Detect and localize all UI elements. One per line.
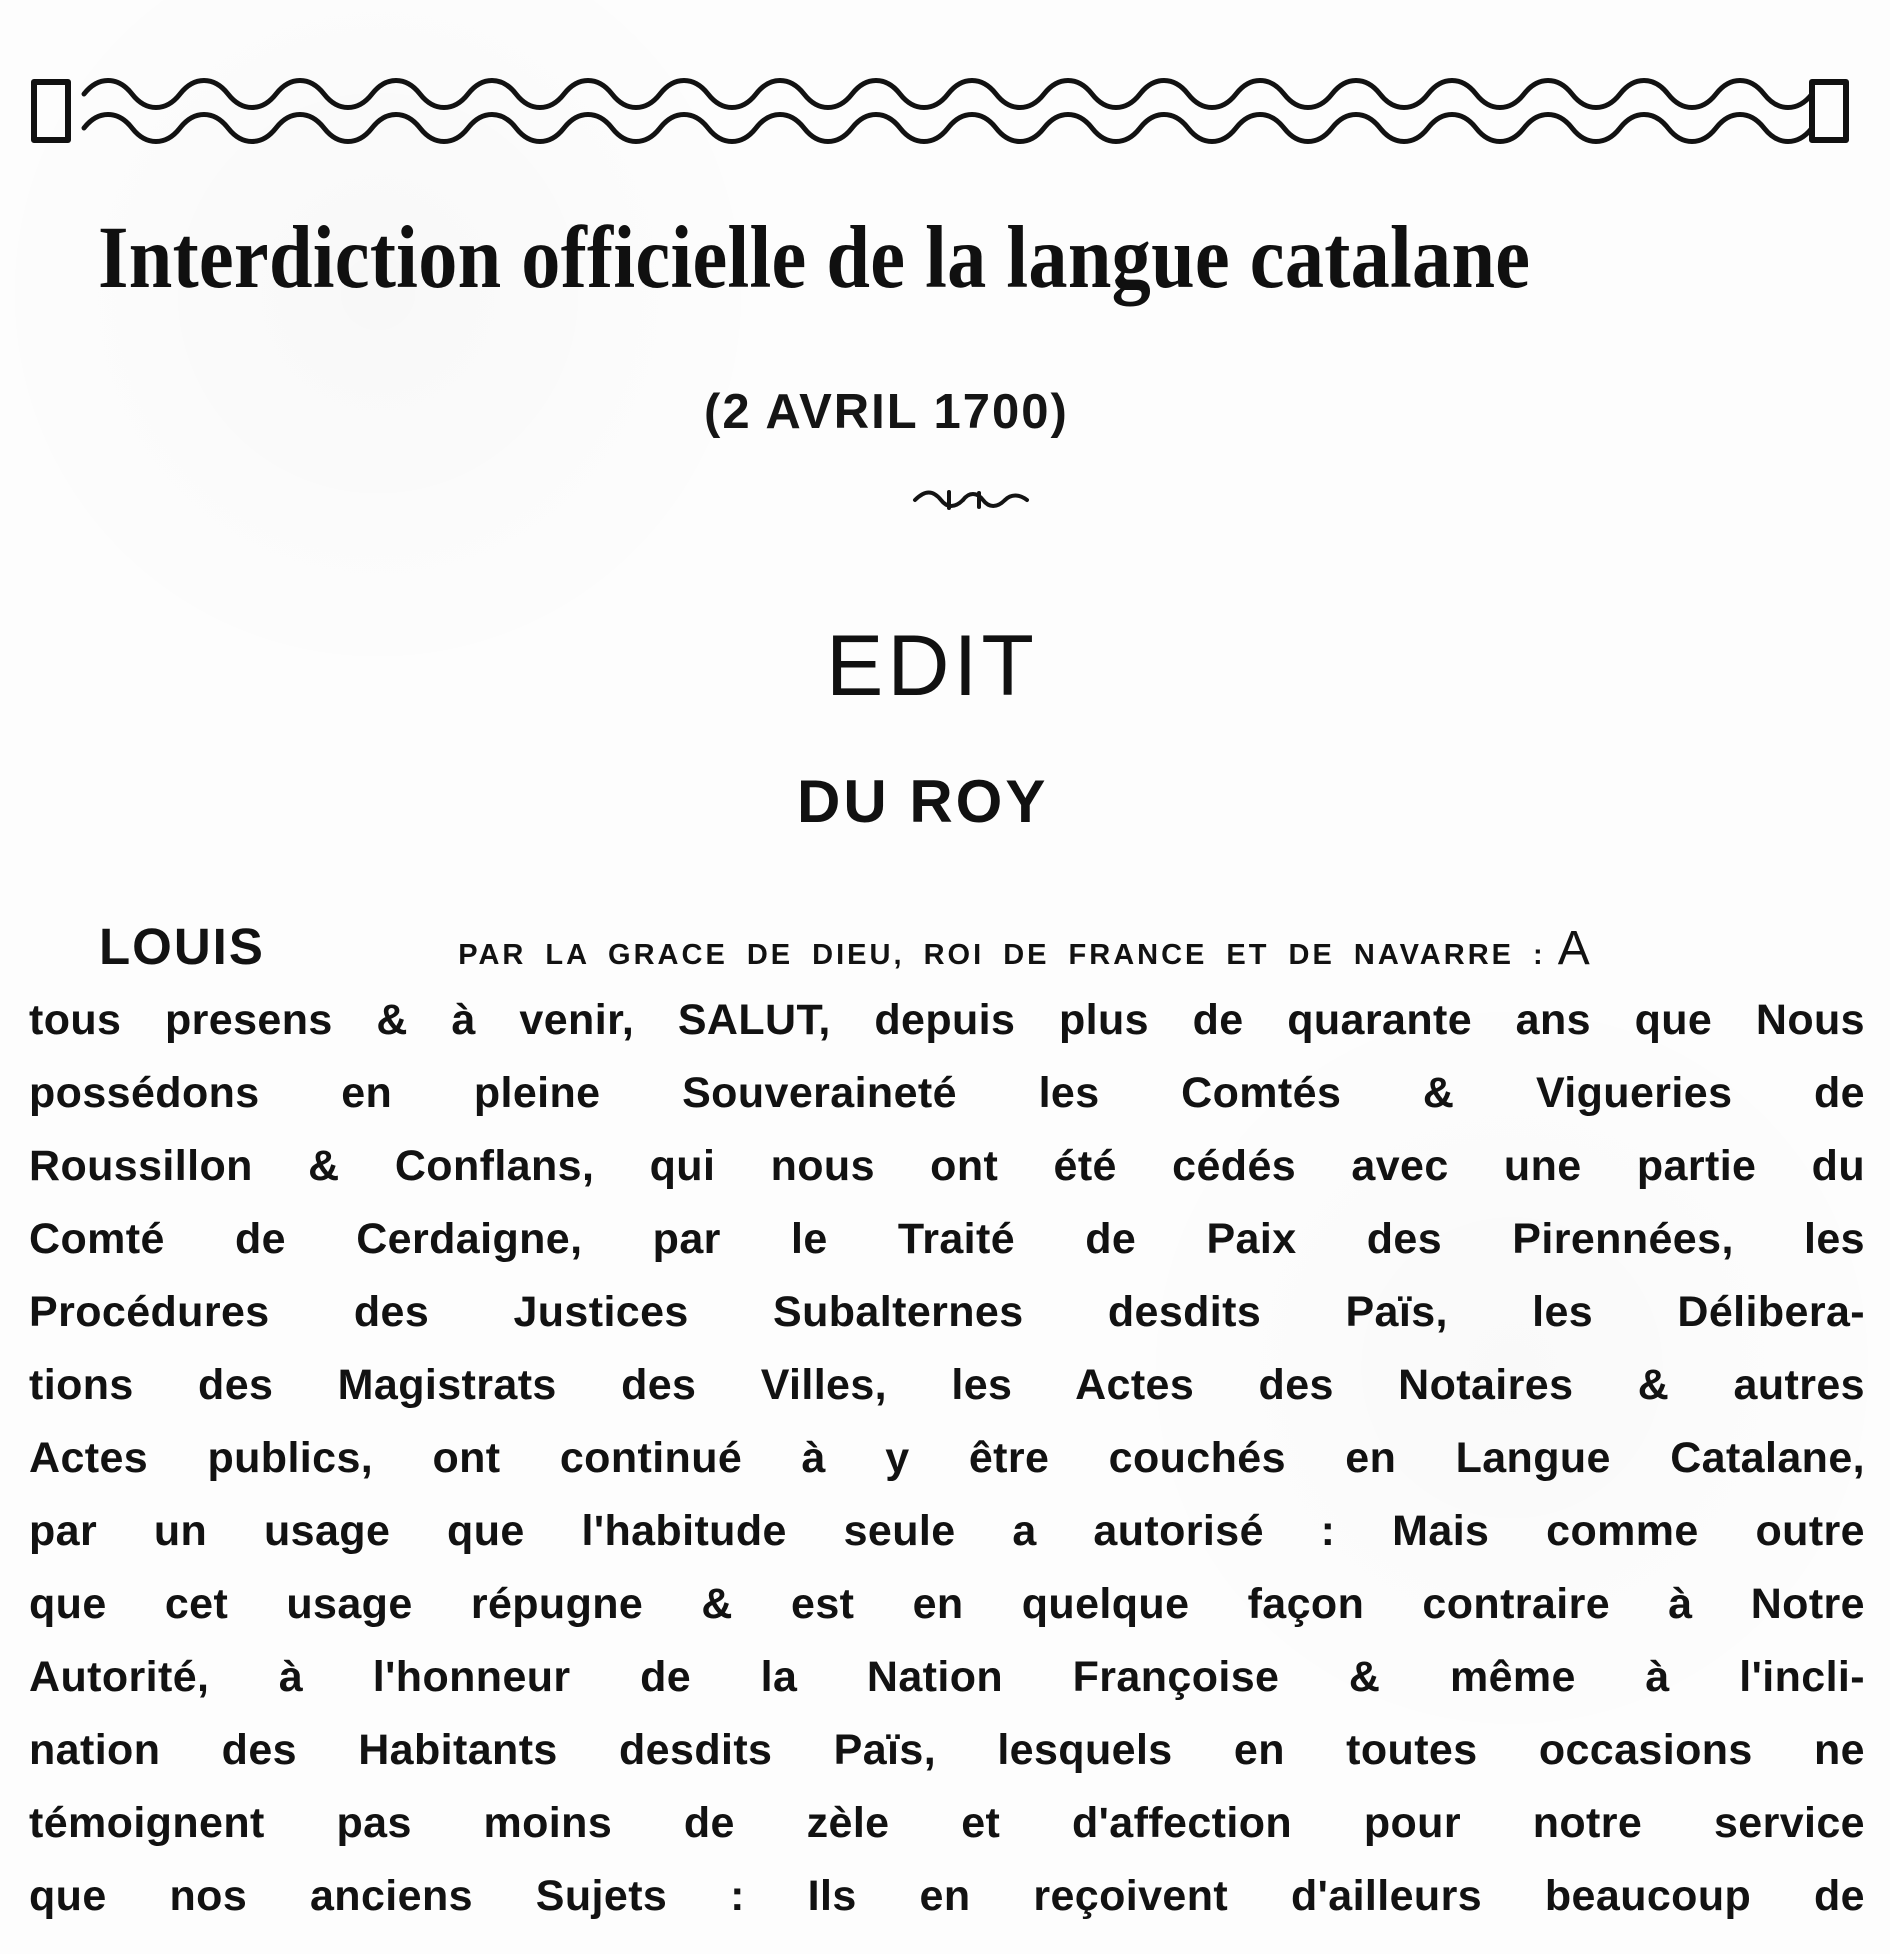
body-line-text: par un usage que l'habitude seule a autorisé : Mais comme outre <box>29 1507 1865 1555</box>
page-crop-fade <box>0 1928 1890 1954</box>
body-line-text: que nos anciens Sujets : Ils en reçoivent d'ailleurs beaucoup de <box>29 1872 1865 1920</box>
body-line-text: que cet usage répugne & est en quelque façon contraire à Notre <box>29 1580 1865 1628</box>
body-line-opening <box>99 920 1889 974</box>
body-line <box>29 1285 1865 1339</box>
body-line <box>29 1723 1865 1777</box>
body-line-text: Autorité, à l'honneur de la Nation Françoise & même à l'incli- <box>29 1653 1865 1701</box>
body-line <box>29 1650 1865 1704</box>
body-line-text: nation des Habitants desdits Païs, lesquels en toutes occasions ne <box>29 1726 1865 1774</box>
body-line-text: Procédures des Justices Subalternes desdits Païs, les Délibera- <box>29 1288 1865 1336</box>
document-date: (2 AVRIL 1700) <box>704 385 1069 439</box>
body-line-text: tous presens & à venir, SALUT, depuis plus de quarante ans que Nous <box>29 996 1865 1044</box>
royal-title: PAR LA GRACE DE DIEU, ROI DE FRANCE ET DE NAVARRE : <box>458 939 1546 971</box>
body-line-text: possédons en pleine Souveraineté les Comtés & Vigueries de <box>29 1069 1865 1117</box>
body-line <box>29 1504 1865 1558</box>
body-line <box>29 1358 1865 1412</box>
body-line <box>29 1212 1865 1266</box>
body-line <box>29 1066 1865 1120</box>
decorative-border <box>24 66 1856 156</box>
edict-subheading: DU ROY <box>797 768 1049 835</box>
body-line <box>29 1869 1865 1923</box>
document-title: Interdiction officielle de la langue catalane <box>98 209 1531 307</box>
body-line <box>29 1577 1865 1631</box>
opening-letter-a: A <box>1557 922 1591 974</box>
body-line <box>29 1431 1865 1485</box>
body-line-text: Actes publics, ont continué à y être couchés en Langue Catalane, <box>29 1434 1865 1482</box>
body-line-text: Comté de Cerdaigne, par le Traité de Paix des Pirennées, les <box>29 1215 1865 1263</box>
body-line-text: Roussillon & Conflans, qui nous ont été cédés avec une partie du <box>29 1142 1865 1190</box>
body-line <box>29 993 1865 1047</box>
opening-name: LOUIS <box>99 920 265 974</box>
body-line <box>29 1139 1865 1193</box>
edict-heading: EDIT <box>826 618 1038 714</box>
decorative-flourish <box>907 482 1035 518</box>
body-line <box>29 1796 1865 1850</box>
body-line-text: tions des Magistrats des Villes, les Actes des Notaires & autres <box>29 1361 1865 1409</box>
body-line-text: témoignent pas moins de zèle et d'affection pour notre service <box>29 1799 1865 1847</box>
